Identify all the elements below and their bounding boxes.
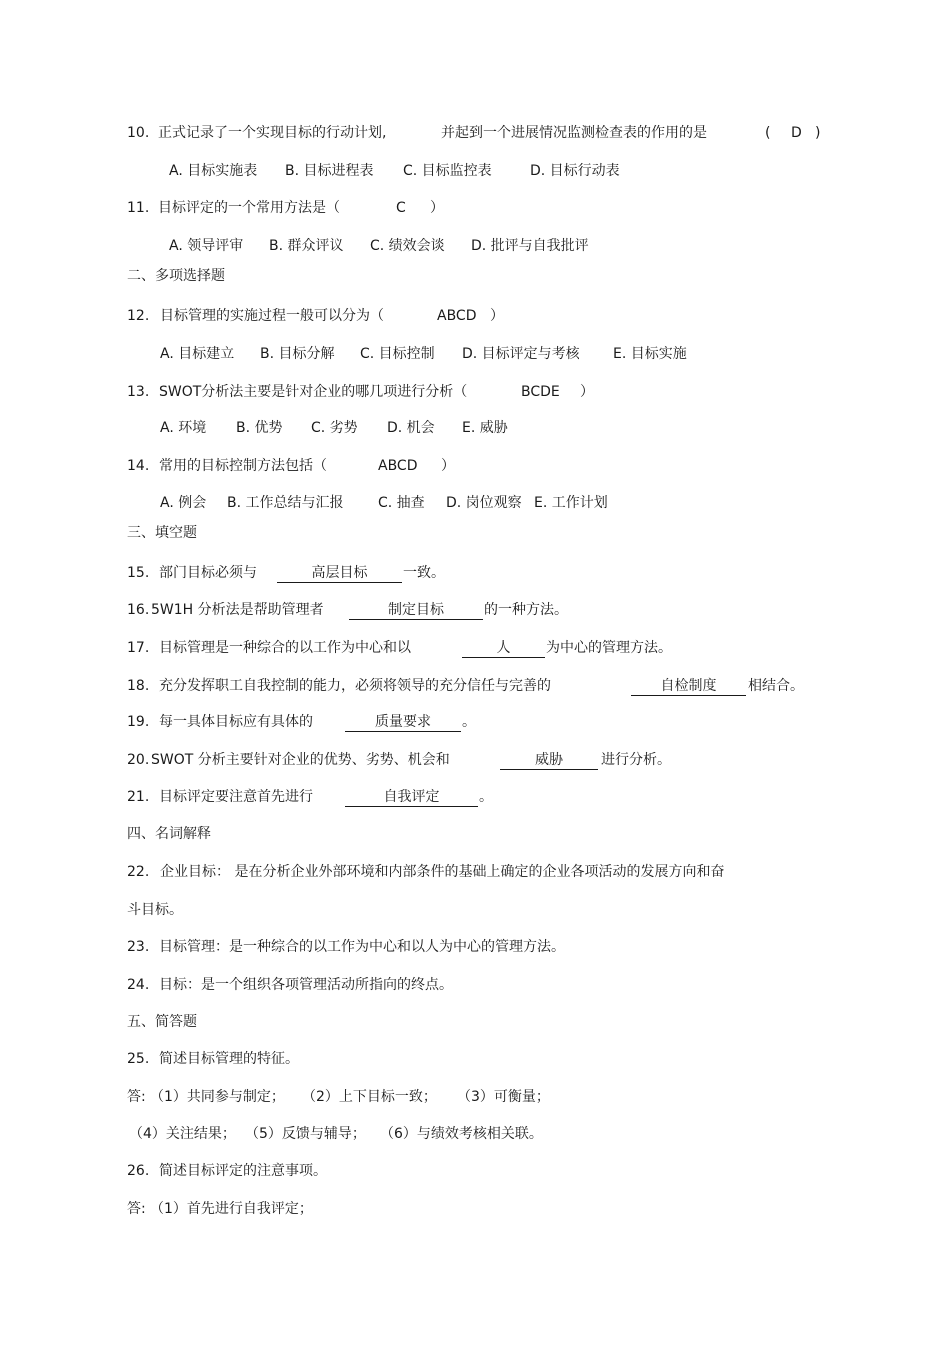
question-text-cont: 相结合。 [748, 678, 804, 694]
definition-text: 企业目标： 是在分析企业外部环境和内部条件的基础上确定的企业各项活动的发展方向和奋 [160, 864, 725, 880]
fill-blank: 人 [462, 638, 545, 658]
question-number: 17. [127, 640, 150, 656]
question-number: 16. [127, 602, 150, 618]
question-number: 11. [127, 200, 150, 216]
question-text: 常用的目标控制方法包括（ [159, 458, 327, 474]
question-number: 20. [127, 752, 150, 768]
option: A. 目标建立 [160, 346, 235, 362]
answer: ABCD [437, 308, 477, 324]
option: B. 群众评议 [269, 238, 344, 254]
answer-item: （3）可衡量； [457, 1089, 550, 1105]
question-number: 19. [127, 714, 150, 730]
answer-item: （5）反馈与辅导； [245, 1126, 366, 1142]
answer-item: （4）关注结果； [129, 1126, 236, 1142]
paren-close: ） [580, 384, 594, 400]
question-text: 正式记录了一个实现目标的行动计划, [158, 125, 387, 141]
question-text: 每一具体目标应有具体的 [159, 714, 313, 730]
answer-item: （6）与绩效考核相关联。 [380, 1126, 543, 1142]
question-text: 5W1H 分析法是帮助管理者 [151, 602, 324, 618]
question-number: 24. [127, 977, 150, 993]
option: A. 例会 [160, 495, 207, 511]
definition-text: 目标管理：是一种综合的以工作为中心和以人为中心的管理方法。 [159, 939, 565, 955]
option: E. 目标实施 [613, 346, 687, 362]
answer: D [791, 125, 802, 141]
option: D. 批评与自我批评 [471, 238, 589, 254]
option: D. 岗位观察 [446, 495, 522, 511]
question-number: 18. [127, 678, 150, 694]
paren-open: ( [765, 125, 771, 141]
question-number: 13. [127, 384, 150, 400]
question-number: 22. [127, 864, 150, 880]
question-number: 23. [127, 939, 150, 955]
question-text: 目标评定要注意首先进行 [159, 789, 313, 805]
option: D. 目标行动表 [530, 163, 620, 179]
option: B. 目标分解 [260, 346, 335, 362]
answer-item: （1）共同参与制定； [150, 1089, 285, 1105]
fill-blank: 自我评定 [345, 787, 478, 807]
question-text: 简述目标评定的注意事项。 [159, 1163, 327, 1179]
option: C. 目标控制 [360, 346, 435, 362]
question-text: 目标管理是一种综合的以工作为中心和以 [159, 640, 411, 656]
question-text: SWOT分析法主要是针对企业的哪几项进行分析（ [159, 384, 468, 400]
option: C. 目标监控表 [403, 163, 492, 179]
option: A. 目标实施表 [169, 163, 258, 179]
question-text-cont: 的一种方法。 [484, 602, 568, 618]
answer-item: （1）首先进行自我评定； [150, 1201, 313, 1217]
fill-blank: 制定目标 [349, 600, 483, 620]
definition-text: 目标：是一个组织各项管理活动所指向的终点。 [159, 977, 453, 993]
question-text: 充分发挥职工自我控制的能力，必须将领导的充分信任与完善的 [159, 678, 551, 694]
paren-close: ） [441, 458, 455, 474]
option: A. 环境 [160, 420, 207, 436]
question-text-cont: 。 [479, 789, 493, 805]
definition-text-cont: 斗目标。 [127, 902, 183, 918]
fill-blank: 质量要求 [345, 712, 461, 732]
question-text-cont: 。 [462, 714, 476, 730]
question-text: 目标评定的一个常用方法是（ [158, 200, 340, 216]
fill-blank: 高层目标 [277, 563, 402, 583]
question-number: 25. [127, 1051, 150, 1067]
option: D. 机会 [387, 420, 435, 436]
question-text: 简述目标管理的特征。 [159, 1051, 299, 1067]
option: D. 目标评定与考核 [462, 346, 580, 362]
answer-item: （2）上下目标一致； [302, 1089, 437, 1105]
paren-close: ） [490, 308, 504, 324]
option: A. 领导评审 [169, 238, 244, 254]
question-text-cont: 进行分析。 [601, 752, 671, 768]
question-number: 10. [127, 125, 150, 141]
answer-label: 答: [127, 1089, 146, 1105]
option: C. 绩效会谈 [370, 238, 445, 254]
fill-blank: 威胁 [500, 750, 598, 770]
option: B. 目标进程表 [285, 163, 374, 179]
question-number: 15. [127, 565, 150, 581]
question-text-cont: 一致。 [403, 565, 445, 581]
option: E. 工作计划 [534, 495, 608, 511]
option: B. 优势 [236, 420, 283, 436]
paren-close: ) [815, 125, 821, 141]
question-text-cont: 为中心的管理方法。 [546, 640, 672, 656]
option: C. 劣势 [311, 420, 358, 436]
question-text: 部门目标必须与 [159, 565, 257, 581]
question-number: 26. [127, 1163, 150, 1179]
option: E. 威胁 [462, 420, 508, 436]
question-number: 21. [127, 789, 150, 805]
question-text-cont: 并起到一个进展情况监测检查表的作用的是 [441, 125, 707, 141]
answer: ABCD [378, 458, 418, 474]
answer: BCDE [521, 384, 560, 400]
paren-close: ） [430, 200, 444, 216]
question-text: SWOT 分析主要针对企业的优势、劣势、机会和 [151, 752, 450, 768]
answer-label: 答: [127, 1201, 146, 1217]
answer: C [396, 200, 406, 216]
option: B. 工作总结与汇报 [227, 495, 344, 511]
question-number: 12. [127, 308, 150, 324]
fill-blank: 自检制度 [631, 676, 746, 696]
question-text: 目标管理的实施过程一般可以分为（ [160, 308, 384, 324]
option: C. 抽查 [378, 495, 425, 511]
question-number: 14. [127, 458, 150, 474]
